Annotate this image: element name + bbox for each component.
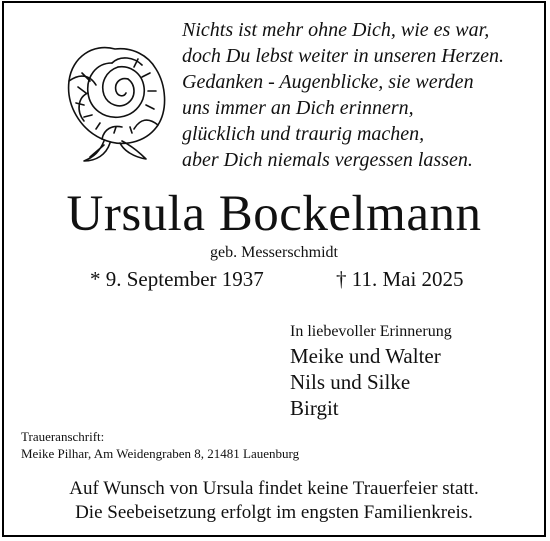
mourner-name: Meike und Walter [290,344,441,368]
deceased-name: Ursula Bockelmann [66,186,482,242]
closing-note [4,477,544,525]
mourner-name: Nils und Silke [290,370,411,394]
maiden-name: geb. Messerschmidt [210,244,338,261]
poem-line: Gedanken - Augenblicke, sie werden [182,71,474,93]
mourner-name: Birgit [290,396,339,420]
poem-line: Nichts ist mehr ohne Dich, wie es war, [182,19,490,41]
obituary-notice [2,1,546,537]
birth-date: * 9. September 1937 [90,267,264,291]
address-line: Meike Pilhar, Am Weidengraben 8, 21481 Lauenburg [21,446,300,461]
closing-line: Auf Wunsch von Ursula findet keine Trauerfeier statt. [69,478,479,499]
rose-icon [60,33,170,167]
mourning-address [21,428,299,462]
mourners-names [290,343,452,421]
poem-line: glücklich und traurig machen, [182,123,425,145]
poem-line: doch Du lebst weiter in unseren Herzen. [182,45,504,67]
death-date: † 11. Mai 2025 [336,267,464,291]
mourners-block [290,321,452,421]
poem [182,17,542,173]
closing-line: Die Seebeisetzung erfolgt im engsten Familienkreis. [75,502,473,523]
poem-line: aber Dich niemals vergessen lassen. [182,149,473,171]
mourners-intro: In liebevoller Erinnerung [290,323,452,340]
poem-line: uns immer an Dich erinnern, [182,97,414,119]
address-label: Traueranschrift: [21,429,105,444]
